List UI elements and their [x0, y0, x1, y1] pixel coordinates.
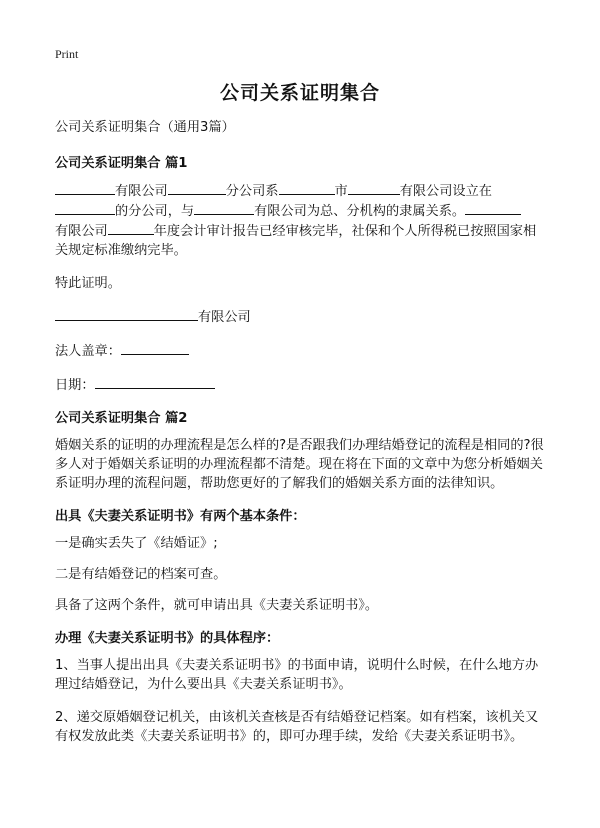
procedure-heading: 办理《夫妻关系证明书》的具体程序：: [55, 631, 280, 646]
blank-line: [168, 181, 226, 195]
date-blank: [95, 375, 215, 389]
seal-label: 法人盖章：: [55, 344, 121, 359]
fill-text: 市: [334, 184, 348, 199]
hereby-certify: 特此证明。: [55, 276, 121, 291]
condition-2: 二是有结婚登记的档案可查。: [55, 567, 227, 582]
signature-blank: [55, 307, 198, 321]
fill-text: 年度会计审计报告已经审核完毕，社保和个人所得税已按照国家相关规定标准缴纳完毕。: [55, 224, 537, 258]
conditions-conclusion: 具备了这两个条件，就可申请出具《夫妻关系证明书》。: [55, 598, 379, 613]
procedure-step-2: 2、递交原婚姻登记机关，由该机关查核是否有结婚登记档案。如有档案，该机关又有权发放此类《夫妻关系证明书》的，即可办理手续，发给《夫妻关系证明书》。: [55, 710, 539, 744]
signature-company-label: 有限公司: [198, 310, 251, 325]
conditions-heading: 出具《夫妻关系证明书》有两个基本条件：: [55, 509, 306, 524]
blank-line: [55, 201, 115, 215]
document-subtitle: 公司关系证明集合（通用3篇）: [55, 120, 235, 135]
seal-line: [55, 341, 545, 361]
fill-text: 的分公司，与: [115, 204, 195, 219]
date-label: 日期：: [55, 378, 95, 393]
section-1-heading: 公司关系证明集合 篇1: [55, 156, 188, 171]
seal-blank: [121, 341, 189, 355]
blank-line: [279, 181, 335, 195]
fill-text: 有限公司设立在: [399, 184, 492, 199]
signature-line: [55, 307, 545, 327]
fill-text: 有限公司为总、分机构的隶属关系。: [254, 204, 466, 219]
print-link[interactable]: Print: [55, 47, 79, 61]
document-body: [55, 118, 545, 760]
blank-line: [348, 181, 400, 195]
section-2-heading: 公司关系证明集合 篇2: [55, 411, 188, 426]
blank-line: [108, 221, 154, 235]
blank-line: [465, 201, 521, 215]
section-2-intro: 婚姻关系的证明的办理流程是怎么样的?是否跟我们办理结婚登记的流程是相同的?很多人对于婚姻关系证明的办理流程都不清楚。现在将在下面的文章中为您分析婚姻关系证明办理的流程问题，帮助您更好的了解我们的婚姻关系方面的法律知识。: [55, 438, 544, 491]
fill-text: 有限公司: [115, 184, 168, 199]
certificate-fill-paragraph: [55, 181, 545, 260]
procedure-step-1: 1、当事人提出出具《夫妻关系证明书》的书面申请，说明什么时候，在什么地方办理过结婚登记，为什么要出具《夫妻关系证明书》。: [55, 658, 539, 692]
condition-1: 一是确实丢失了《结婚证》;: [55, 536, 218, 551]
page-title: 公司关系证明集合: [219, 82, 380, 104]
fill-text: 有限公司: [55, 224, 108, 239]
blank-line: [55, 181, 115, 195]
date-line: [55, 375, 545, 395]
blank-line: [194, 201, 254, 215]
fill-text: 分公司系: [225, 184, 279, 199]
